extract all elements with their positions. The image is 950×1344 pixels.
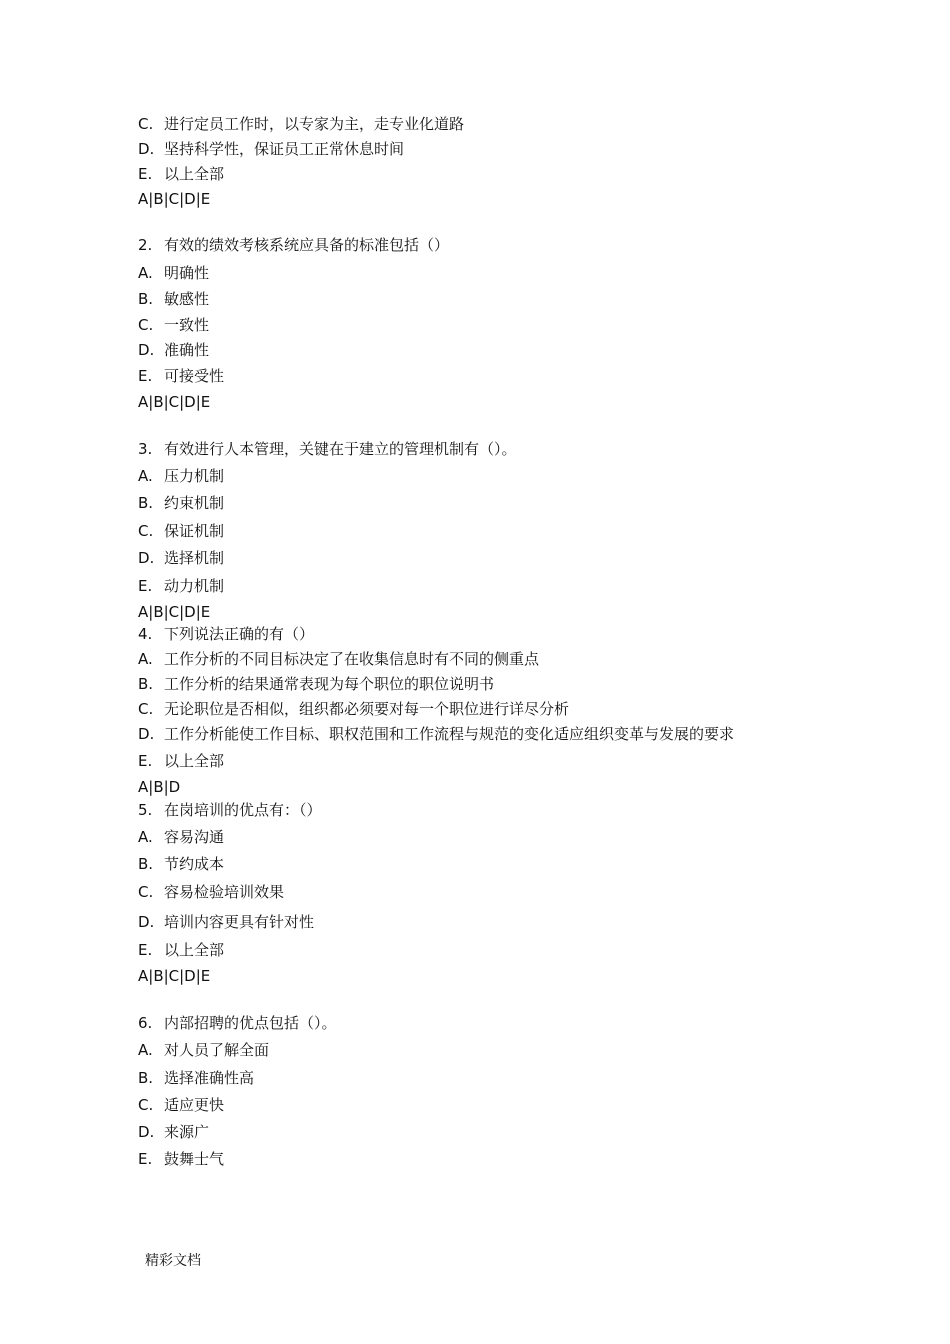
- option-letter: A.: [138, 650, 153, 668]
- answer-key: A|B|D: [138, 778, 181, 796]
- question-2: [138, 235, 449, 255]
- option-row: [138, 882, 284, 902]
- option-text: 容易沟通: [164, 828, 225, 846]
- option-letter: D.: [138, 140, 155, 158]
- option-text: 无论职位是否相似，组织都必须要对每一个职位进行详尽分析: [164, 700, 570, 718]
- answer-key: A|B|C|D|E: [138, 190, 211, 208]
- question-text: 有效进行人本管理，关键在于建立的管理机制有（）。: [164, 440, 517, 458]
- question-number: 5.: [138, 801, 153, 819]
- option-row: [138, 340, 209, 360]
- option-row: [138, 164, 224, 184]
- option-text: 保证机制: [164, 522, 225, 540]
- question-text: 内部招聘的优点包括（）。: [164, 1014, 337, 1032]
- option-text: 一致性: [164, 316, 210, 334]
- option-letter: A.: [138, 264, 153, 282]
- option-letter: C.: [138, 883, 154, 901]
- question-text: 在岗培训的优点有：（）: [164, 801, 322, 819]
- option-letter: B.: [138, 1069, 154, 1087]
- question-number: 2.: [138, 236, 153, 254]
- option-text: 可接受性: [164, 367, 225, 385]
- option-letter: C.: [138, 522, 154, 540]
- question-number: 4.: [138, 625, 153, 643]
- option-letter: C.: [138, 115, 154, 133]
- option-row: [138, 114, 464, 134]
- option-row: [138, 548, 224, 568]
- option-letter: B.: [138, 855, 154, 873]
- question-number: 3.: [138, 440, 153, 458]
- option-row: [138, 940, 224, 960]
- option-letter: C.: [138, 1096, 154, 1114]
- option-letter: D.: [138, 1123, 155, 1141]
- option-row: [138, 751, 224, 771]
- answer-key: A|B|C|D|E: [138, 603, 211, 621]
- option-row: [138, 1122, 209, 1142]
- option-letter: E.: [138, 367, 153, 385]
- option-text: 工作分析的结果通常表现为每个职位的职位说明书: [164, 675, 495, 693]
- option-letter: E.: [138, 752, 153, 770]
- question-3: [138, 439, 517, 459]
- option-row: [138, 521, 224, 541]
- option-text: 工作分析的不同目标决定了在收集信息时有不同的侧重点: [164, 650, 540, 668]
- option-letter: E.: [138, 577, 153, 595]
- option-letter: A.: [138, 467, 153, 485]
- option-row: [138, 854, 224, 874]
- option-letter: B.: [138, 494, 154, 512]
- question-5: [138, 800, 322, 820]
- question-number: 6.: [138, 1014, 153, 1032]
- question-6: [138, 1013, 337, 1033]
- option-text: 准确性: [164, 341, 210, 359]
- question-text: 有效的绩效考核系统应具备的标准包括（）: [164, 236, 450, 254]
- option-text: 选择机制: [164, 549, 225, 567]
- option-text: 来源广: [164, 1123, 210, 1141]
- page-footer: 精彩文档: [145, 1253, 201, 1269]
- option-text: 动力机制: [164, 577, 225, 595]
- answer-key: A|B|C|D|E: [138, 967, 211, 985]
- option-text: 培训内容更具有针对性: [164, 913, 315, 931]
- option-text: 进行定员工作时，以专家为主，走专业化道路: [164, 115, 465, 133]
- option-row: [138, 699, 569, 719]
- option-row: [138, 576, 224, 596]
- option-row: [138, 1068, 254, 1088]
- option-row: [138, 263, 209, 283]
- option-letter: B.: [138, 675, 154, 693]
- question-4: [138, 624, 314, 644]
- option-row: [138, 1040, 269, 1060]
- option-text: 明确性: [164, 264, 210, 282]
- option-row: [138, 1149, 224, 1169]
- option-letter: E.: [138, 1150, 153, 1168]
- answer-key: A|B|C|D|E: [138, 393, 211, 411]
- option-row: [138, 649, 539, 669]
- option-letter: E.: [138, 165, 153, 183]
- option-text: 以上全部: [164, 165, 225, 183]
- option-row: [138, 466, 224, 486]
- option-letter: A.: [138, 1041, 153, 1059]
- option-row: [138, 493, 224, 513]
- option-letter: D.: [138, 549, 155, 567]
- option-row: [138, 827, 224, 847]
- option-row: [138, 912, 314, 932]
- option-text: 容易检验培训效果: [164, 883, 285, 901]
- option-letter: E.: [138, 941, 153, 959]
- option-text: 选择准确性高: [164, 1069, 255, 1087]
- option-letter: D.: [138, 725, 155, 743]
- option-row: [138, 724, 734, 744]
- option-letter: C.: [138, 700, 154, 718]
- option-text: 以上全部: [164, 941, 225, 959]
- option-text: 对人员了解全面: [164, 1041, 270, 1059]
- option-row: [138, 289, 209, 309]
- option-letter: D.: [138, 341, 155, 359]
- option-text: 坚持科学性，保证员工正常休息时间: [164, 140, 405, 158]
- option-row: [138, 139, 404, 159]
- option-text: 敏感性: [164, 290, 210, 308]
- option-row: [138, 315, 209, 335]
- option-text: 适应更快: [164, 1096, 225, 1114]
- option-letter: A.: [138, 828, 153, 846]
- option-text: 工作分析能使工作目标、职权范围和工作流程与规范的变化适应组织变革与发展的要求: [164, 725, 735, 743]
- option-letter: D.: [138, 913, 155, 931]
- option-row: [138, 1095, 224, 1115]
- question-text: 下列说法正确的有（）: [164, 625, 315, 643]
- option-text: 压力机制: [164, 467, 225, 485]
- option-text: 鼓舞士气: [164, 1150, 225, 1168]
- option-row: [138, 674, 494, 694]
- option-letter: C.: [138, 316, 154, 334]
- option-text: 约束机制: [164, 494, 225, 512]
- option-letter: B.: [138, 290, 154, 308]
- option-row: [138, 366, 224, 386]
- option-text: 节约成本: [164, 855, 225, 873]
- option-text: 以上全部: [164, 752, 225, 770]
